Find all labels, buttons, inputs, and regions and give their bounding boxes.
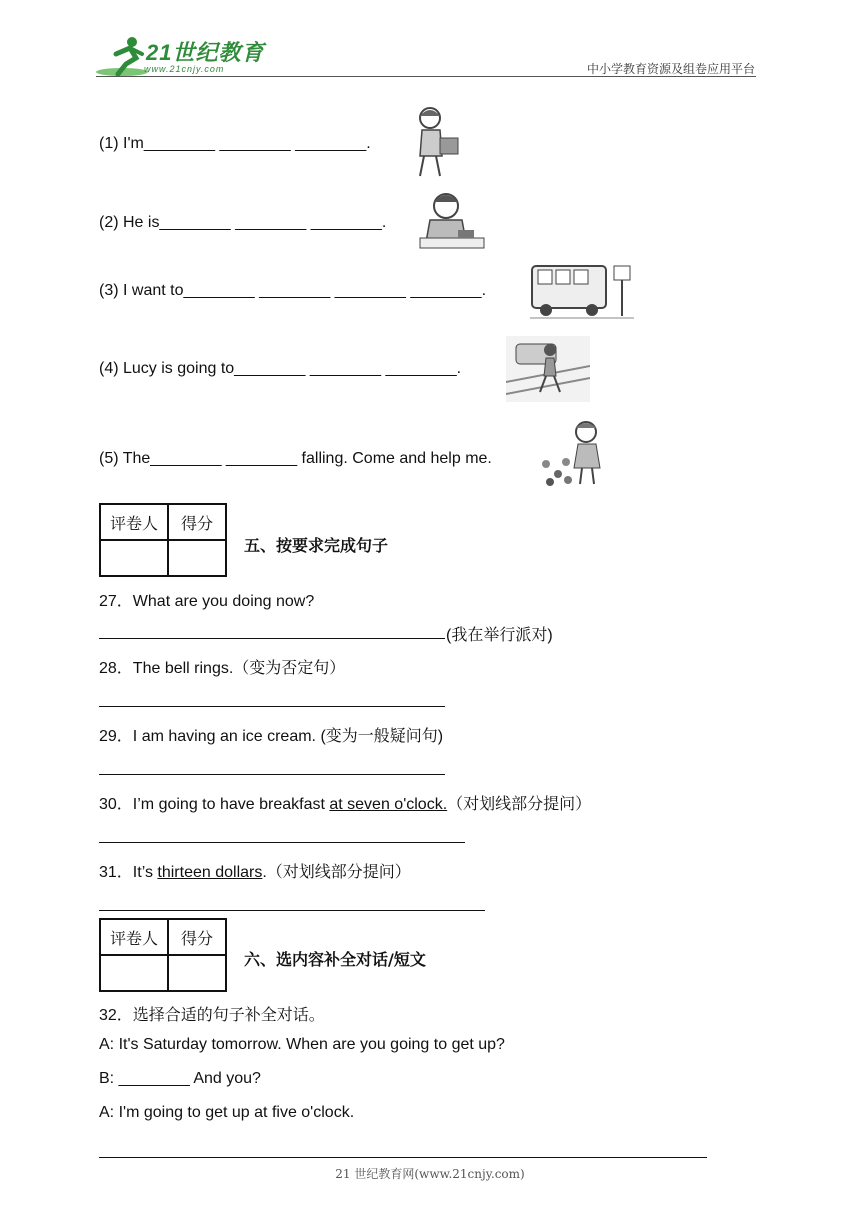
score-header: 得分 <box>168 504 226 540</box>
answer-line-30 <box>99 842 465 843</box>
answer-line-28 <box>99 706 445 707</box>
picture-question-3: (3) I want to________ ________ ________ ________. <box>99 282 487 299</box>
grader-cell <box>100 540 168 576</box>
answer-line-31 <box>99 910 485 911</box>
question-30 <box>99 791 591 814</box>
header-divider <box>96 76 756 77</box>
answer-line-27 <box>99 638 445 639</box>
picture-question-2: (2) He is________ ________ ________. <box>99 214 387 231</box>
footer-text: 21 世纪教育网(www.21cnjy.com) <box>335 1167 525 1181</box>
logo-text: 21世纪教育 <box>146 40 265 65</box>
question-31-suffix: .（对划线部分提问） <box>262 864 411 881</box>
score-cell <box>168 955 226 991</box>
question-30-suffix: （对划线部分提问） <box>447 796 592 813</box>
dialogue-line-2: B: ________ And you? <box>99 1070 261 1087</box>
man-writing-picture <box>418 190 486 254</box>
dialogue-line-1: A: It's Saturday tomorrow. When are you going to get up? <box>99 1036 505 1053</box>
dialogue-line-3: A: I'm going to get up at five o'clock. <box>99 1104 355 1121</box>
bus-stop-picture <box>530 262 634 320</box>
picture-question-4: (4) Lucy is going to________ ________ ________. <box>99 360 462 377</box>
question-27-hint: (我在举行派对) <box>446 627 553 644</box>
score-table-section-5 <box>99 503 227 577</box>
girl-crossing-street-picture <box>506 336 590 402</box>
footer-divider <box>99 1157 707 1158</box>
logo-url: www.21cnjy.com <box>144 64 225 74</box>
picture-question-5: (5) The________ ________ falling. Come and help me. <box>99 450 492 467</box>
girl-dropping-fruit-picture <box>538 418 618 490</box>
section-5-title: 五、按要求完成句子 <box>244 536 389 555</box>
question-29: 29．I am having an ice cream. (变为一般疑问句) <box>99 728 444 745</box>
question-31 <box>99 859 411 882</box>
question-28: 28．The bell rings.（变为否定句） <box>99 660 346 677</box>
grader-cell <box>100 955 168 991</box>
picture-question-1: (1) I'm________ ________ ________. <box>99 135 371 152</box>
question-30-underlined: at seven o'clock. <box>329 796 448 813</box>
question-32: 32．选择合适的句子补全对话。 <box>99 1007 325 1024</box>
question-31-prefix: 31．It’s <box>99 864 158 881</box>
girl-carrying-box-picture <box>410 104 466 180</box>
score-header: 得分 <box>168 919 226 955</box>
score-cell <box>168 540 226 576</box>
question-30-prefix: 30．I’m going to have breakfast <box>99 796 330 813</box>
score-table-section-6 <box>99 918 227 992</box>
grader-header: 评卷人 <box>100 919 168 955</box>
grader-header: 评卷人 <box>100 504 168 540</box>
section-6-title: 六、选内容补全对话/短文 <box>244 950 426 969</box>
question-31-underlined: thirteen dollars <box>157 864 263 881</box>
answer-line-29 <box>99 774 445 775</box>
header-platform-text: 中小学教育资源及组卷应用平台 <box>586 62 755 76</box>
question-27: 27．What are you doing now? <box>99 593 315 610</box>
